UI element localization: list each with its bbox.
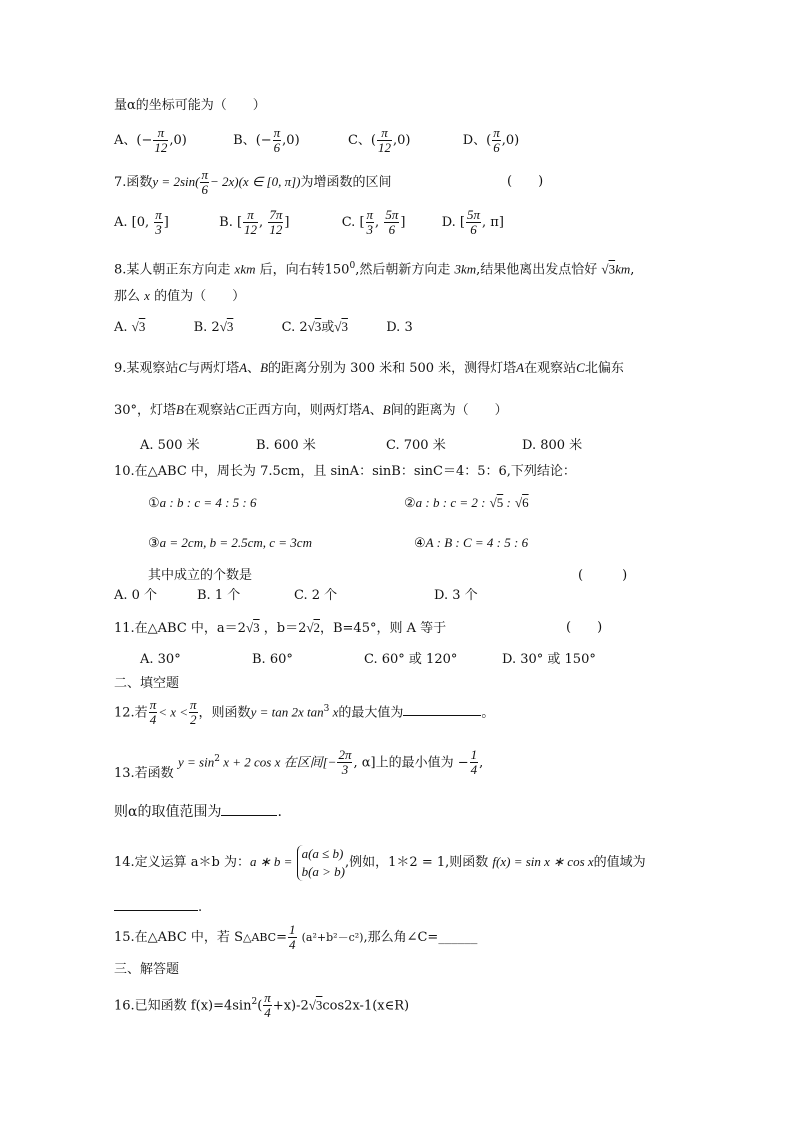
q15-answer-blank[interactable]: ______ — [438, 930, 478, 945]
q8-line1: 8.某人朝正东方向走 xkm 后，向右转$150^0$,然后朝新方向走 3km,结果他离出发点恰好 √3km, — [114, 261, 635, 278]
q10-conclusion-1: ①a : b : c = 4 : 5 : 6 — [148, 495, 257, 511]
q7-answer-paren: ( ) — [507, 174, 544, 189]
q14-answer-blank[interactable] — [114, 898, 198, 911]
q14-piecewise: a(a ≤ b) b(a > b) — [297, 845, 345, 881]
q7-opt-d: D. [ $\frac{5\pi}{6}$ , π] — [441, 207, 504, 237]
q13-answer-blank[interactable] — [221, 803, 277, 816]
q9-line2: 30°，灯塔B在观察站C正西方向，则两灯塔A、B间的距离为（ ） — [114, 402, 508, 418]
q9-opt-d: D. 800 米 — [522, 438, 583, 453]
q8-line2: 那么 x 的值为（ ） — [114, 288, 246, 304]
q12-stem: 12.若 $\frac{\pi}{4}$ < x < $\frac{\pi}{2}$ ，则函数y = tan 2x $\tan^3 x$的最大值为 。 — [114, 697, 495, 728]
q14-line2: . — [114, 898, 202, 918]
q6-stem-tail: 量α的坐标可能为（ ） — [114, 98, 266, 113]
q10-stem: 10.在△ABC 中，周长为 7.5cm，且 sinA：sinB：sinC＝4：5：6,下列结论： — [114, 464, 576, 479]
q13-formula: $y = \sin^2 x + 2$ cos x 在区间[− $\frac{2\pi}{3}$ , α]上的最小值为 − $\frac{1}{4}$ , — [178, 747, 484, 778]
q9-opt-c: C. 700 米 — [386, 438, 446, 453]
q11-opt-a: A. 30° — [140, 652, 181, 667]
q8-opt-a: A. √3 — [114, 319, 146, 335]
q10-answer-paren: ( ) — [578, 568, 628, 583]
section-solve-heading: 三、解答题 — [114, 962, 180, 977]
q7-options — [114, 208, 504, 237]
q10-opt-d: D. 3 个 — [434, 588, 478, 603]
q13-label: 13.若函数 — [114, 766, 174, 781]
q11-opt-b: B. 60° — [252, 652, 293, 667]
q6-opt-b: B、(− $\frac{\pi}{6}$ ,0) — [233, 125, 300, 155]
q13-line2: 则α的取值范围为 . — [114, 804, 282, 820]
section-fill-in-heading: 二、填空题 — [114, 676, 180, 691]
q10-opt-a: A. 0 个 — [114, 588, 158, 603]
q6-opt-a: A、(− $\frac{\pi}{12}$ ,0) — [114, 125, 187, 155]
q6-opt-d: D、( $\frac{\pi}{6}$ ,0) — [462, 125, 520, 155]
q9-line1: 9.某观察站C与两灯塔A、B的距离分别为 300 米和 500 米，测得灯塔A在观察站C北偏东 — [114, 360, 624, 376]
q10-count: 其中成立的个数是 — [148, 568, 253, 583]
q11-opt-d: D. 30° 或 150° — [502, 652, 596, 667]
q7-stem: 7.函数y = 2sin( $\frac{\pi}{6}$ − 2x)(x ∈ [0, π])为增函数的区间 — [114, 167, 392, 197]
q9-opt-a: A. 500 米 — [140, 438, 200, 453]
q6-opt-c: C、( $\frac{\pi}{12}$ ,0) — [347, 125, 411, 155]
q15-stem: 15.在△ABC 中，若 S△ABC= $\frac{1}{4}$ (a²+b²－c²),那么角∠C=______ — [114, 922, 478, 952]
q7-opt-b: B. [ $\frac{\pi}{12}$ , $\frac{7\pi}{12}$ ] — [219, 207, 290, 237]
q8-opt-c: C. 2√3或√3 — [281, 319, 348, 335]
q14-stem: 14.定义运算 a＊b 为：a ∗ b = a(a ≤ b) b(a > b) ,例如，1＊2 = 1,则函数 f(x) = sin x ∗ cos x的值域为 — [114, 845, 646, 879]
q10-opt-b: B. 1 个 — [197, 588, 241, 603]
q10-conclusion-2: ②a : b : c = 2 : √5 : √6 — [404, 495, 529, 511]
q6-options — [114, 126, 519, 155]
q8-options — [114, 317, 413, 338]
q16-stem: 16.已知函数 $f(x)=4\sin^2$( $\frac{\pi}{4}$ +x)-2√3cos2x-1(x∈R) — [114, 990, 410, 1021]
q9-opt-b: B. 600 米 — [256, 438, 316, 453]
q7-opt-a: A. [0, $\frac{\pi}{3}$ ] — [114, 207, 169, 237]
q11-opt-c: C. 60° 或 120° — [364, 652, 458, 667]
q11-answer-paren: ( ) — [566, 620, 603, 635]
q11-stem: 11.在△ABC 中，a＝2√3 ，b＝2√2，B=45°，则 A 等于 — [114, 620, 447, 636]
q10-conclusion-4: ④A : B : C = 4 : 5 : 6 — [414, 535, 529, 551]
q10-conclusion-3: ③a = 2cm, b = 2.5cm, c = 3cm — [148, 535, 312, 551]
q8-opt-b: B. 2√3 — [193, 319, 234, 335]
q8-opt-d: D. 3 — [386, 320, 413, 335]
q10-opt-c: C. 2 个 — [294, 588, 338, 603]
q12-answer-blank[interactable] — [403, 703, 481, 716]
q7-opt-c: C. [ $\frac{\pi}{3}$ , $\frac{5\pi}{6}$ ] — [341, 207, 406, 237]
